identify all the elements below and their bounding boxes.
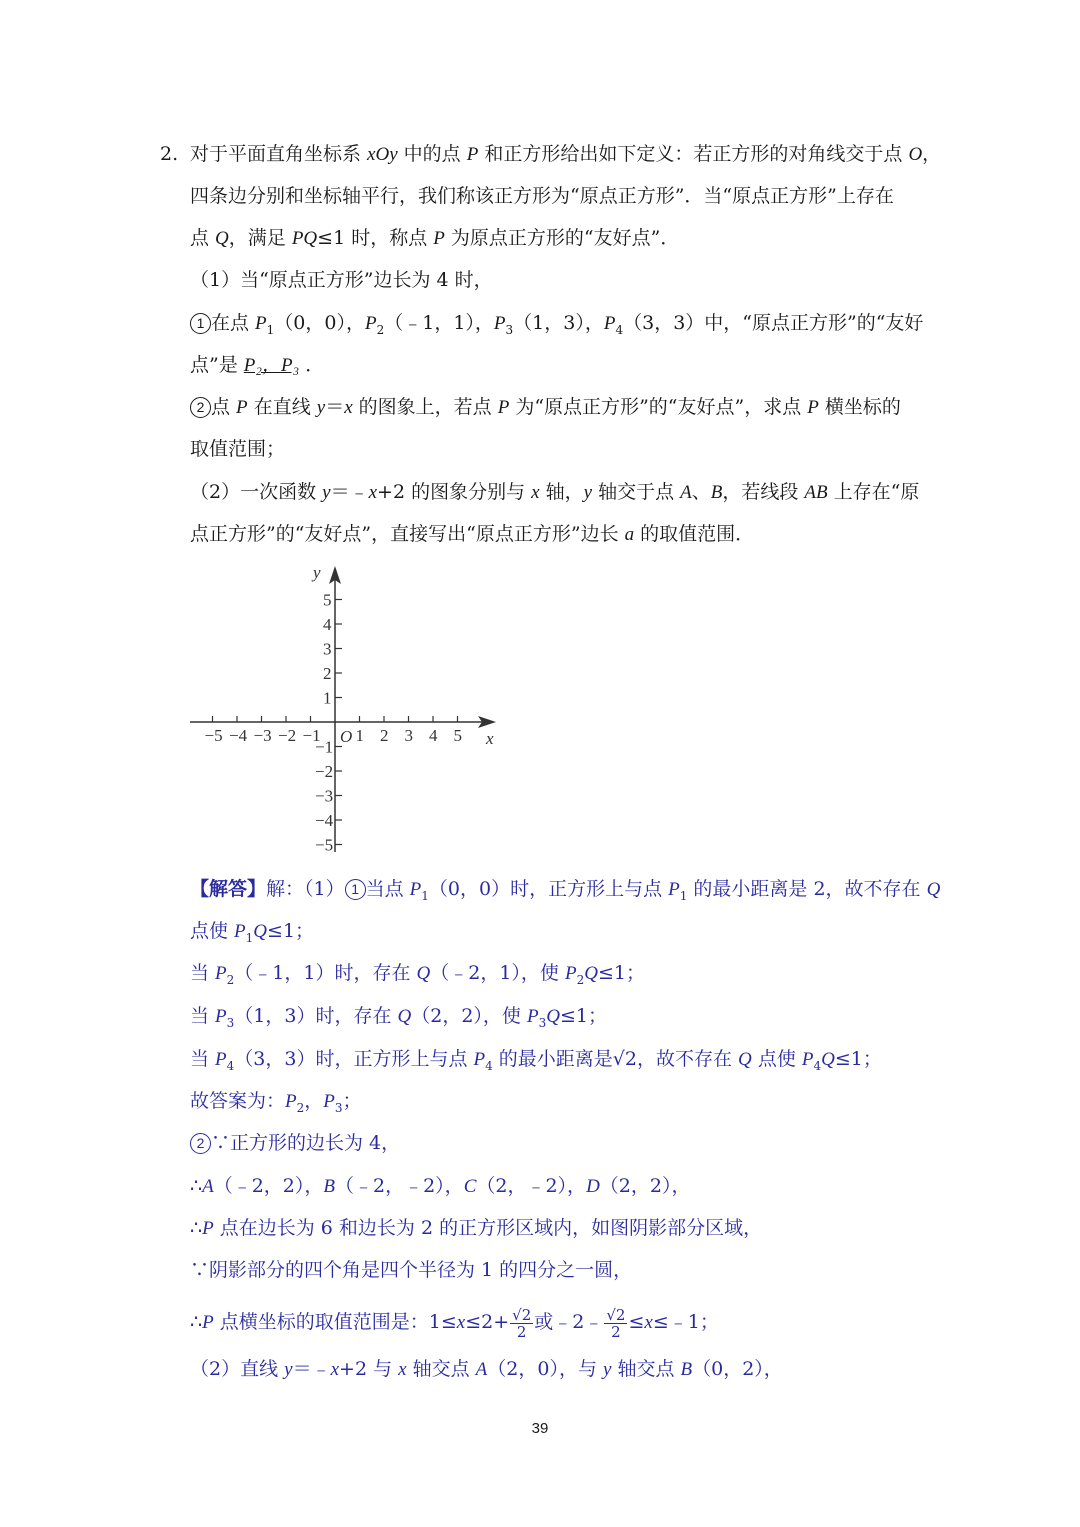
part2-line2: [190, 522, 754, 547]
x-tick-label: 3: [404, 726, 413, 745]
subscript: 3: [538, 1015, 547, 1030]
text: （2，﹣2），: [476, 1175, 587, 1197]
fraction-denominator: 2: [611, 1322, 621, 1341]
text: 当点: [365, 878, 410, 900]
text: 轴交点: [611, 1358, 681, 1380]
answer-line-2: [190, 919, 314, 950]
subscript: 4: [226, 1058, 235, 1073]
text: P: [236, 397, 248, 418]
x-tick-label: −1: [302, 726, 321, 745]
text: P: [215, 1049, 227, 1070]
text: B: [680, 1359, 693, 1380]
text: P: [285, 1091, 297, 1112]
x-axis-label: x: [486, 729, 494, 748]
subscript: 1: [266, 322, 275, 337]
text: y: [284, 1359, 293, 1380]
fraction: [604, 1307, 627, 1340]
origin-label: O: [340, 727, 353, 746]
text: C: [463, 1176, 477, 1197]
y-tick-label: −5: [315, 835, 334, 855]
text: 为原点正方形的“友好点”．: [444, 227, 680, 249]
text: 在点: [211, 312, 256, 334]
subscript: 2: [376, 322, 385, 337]
text: 故答案为：: [190, 1090, 286, 1112]
text: A: [475, 1359, 488, 1380]
part1-sub2-line1: [190, 395, 901, 420]
text: PQ: [291, 228, 318, 249]
text: B: [323, 1176, 335, 1197]
answer-line-7: [190, 1131, 400, 1155]
text: 点”是: [190, 354, 244, 376]
text: 点使: [190, 920, 235, 942]
text: y: [602, 1359, 612, 1380]
text: Q: [584, 963, 598, 984]
text: 点: [211, 396, 237, 418]
answer-line-11: [190, 1306, 719, 1340]
text: ＝: [325, 396, 345, 418]
text: ，: [304, 1090, 324, 1112]
text: ＝﹣: [292, 1358, 331, 1380]
text: ，满足: [228, 227, 292, 249]
subscript: 1: [245, 930, 254, 945]
text: ．: [299, 354, 325, 376]
text: O: [908, 144, 923, 165]
text: P: [801, 1049, 814, 1070]
text: P: [364, 313, 377, 334]
text: ≤1 时，称点: [317, 227, 434, 249]
subscript: 4: [615, 322, 624, 337]
text: y: [583, 482, 593, 503]
subscript: 3: [334, 1100, 343, 1115]
y-tick-label: 4: [323, 615, 332, 634]
subscript: 4: [485, 1058, 493, 1073]
answer-line-1: [190, 877, 940, 908]
part1-sub1-line2: [190, 353, 324, 378]
text: ∴: [190, 1175, 203, 1197]
text: （﹣1，1）时，存在: [234, 962, 417, 984]
text: P: [433, 228, 445, 249]
text: Q: [546, 1006, 560, 1027]
text: ，: [922, 143, 942, 165]
subscript: 2: [226, 972, 235, 987]
text: D: [586, 1176, 600, 1197]
fraction: [510, 1307, 533, 1340]
text: x: [344, 397, 353, 418]
text: a: [624, 524, 635, 545]
text: Q: [253, 921, 268, 942]
text: ∵正方形的边长为 4，: [211, 1132, 401, 1154]
text: P: [603, 313, 616, 334]
text: （﹣1，1），: [384, 312, 494, 334]
text: 解：（1）: [266, 878, 345, 900]
text: Q: [397, 1006, 412, 1027]
text: x: [330, 1359, 340, 1380]
text: ；: [342, 1090, 362, 1112]
text: P: [473, 1049, 486, 1070]
text: ≤1；: [267, 920, 315, 942]
text: P: [409, 879, 422, 900]
part1-sub2-line2: 取值范围；: [190, 438, 286, 460]
y-tick-label: −4: [315, 811, 334, 830]
answer-line-9: [190, 1216, 762, 1241]
text: A: [202, 1176, 214, 1197]
part2-line1: [190, 480, 919, 505]
text: Q: [738, 1049, 752, 1070]
text: P: [323, 1091, 335, 1112]
y-tick-label: −1: [315, 737, 334, 757]
text: 横坐标的: [818, 396, 901, 418]
x-tick-label: −5: [204, 726, 223, 745]
subscript: 3: [505, 322, 514, 337]
y-tick-label: 5: [323, 590, 332, 610]
text: 在直线: [247, 396, 317, 418]
text: 当: [190, 1048, 216, 1070]
answer-line-10: ∵阴影部分的四个角是四个半径为 1 的四分之一圆，: [190, 1259, 633, 1281]
text: ≤2+: [465, 1311, 510, 1333]
subscript: 2: [576, 972, 585, 987]
text: （2）直线: [190, 1358, 285, 1380]
text: P: [202, 1218, 214, 1239]
text: 轴交于点: [592, 481, 681, 503]
text: P: [807, 397, 819, 418]
answer-line-6: [190, 1089, 362, 1120]
text: ∴: [190, 1311, 203, 1333]
text: （1，3）时，存在: [234, 1005, 398, 1027]
text: 为“原点正方形”的“友好点”，求点: [509, 396, 808, 418]
circled-number: 1: [345, 879, 366, 900]
text: P: [466, 144, 479, 165]
x-tick-label: 4: [429, 726, 438, 745]
axes-layer: [190, 563, 496, 855]
text: （3，3）中，“原点正方形”的“友好: [623, 312, 924, 334]
x-tick-label: −2: [278, 726, 297, 745]
answer-line-8: [190, 1174, 690, 1199]
y-tick-label: 2: [323, 664, 332, 683]
circled-number: 2: [190, 397, 211, 418]
question-line-1: [190, 142, 941, 167]
text: 、: [691, 481, 711, 503]
text: ≤1；: [834, 1048, 882, 1070]
text: xOy: [367, 144, 398, 165]
fraction-numerator: √2: [512, 1305, 532, 1324]
subscript: 3: [226, 1015, 235, 1030]
text: （2）一次函数: [190, 481, 323, 503]
text: y: [322, 482, 331, 503]
subscript: 1: [679, 888, 688, 903]
page-number: 39: [531, 1420, 549, 1437]
y-tick-label: −2: [315, 762, 334, 781]
text: ，若线段: [722, 481, 805, 503]
fill-answer: P₂，P₃: [243, 355, 300, 376]
x-tick-label: −4: [229, 726, 248, 745]
fraction-denominator: 2: [516, 1322, 527, 1341]
part1-heading: （1）当“原点正方形”边长为 4 时，: [190, 269, 493, 291]
text: 的取值范围．: [634, 523, 755, 545]
text: 轴交点: [406, 1358, 476, 1380]
text: 上存在“原: [827, 481, 920, 503]
question-line-2: 四条边分别和坐标轴平行，我们称该正方形为“原点正方形”．当“原点正方形”上存在: [190, 185, 894, 207]
text: ≤1；: [597, 962, 645, 984]
text: （3，3）时，正方形上与点: [234, 1048, 474, 1070]
subscript: 2: [296, 1100, 305, 1115]
text: 的最小距离是√2，故不存在: [492, 1048, 739, 1070]
y-tick-label: 1: [323, 688, 332, 708]
text: 的最小距离是 2，故不存在: [687, 878, 927, 900]
x-tick-label: 1: [355, 726, 364, 745]
text: P: [668, 879, 680, 900]
y-tick-label: −3: [315, 786, 334, 806]
text: （0，2），: [692, 1358, 783, 1380]
text: P: [215, 1006, 227, 1027]
fraction-numerator: √2: [606, 1305, 626, 1324]
text: 点使: [751, 1048, 802, 1070]
text: Q: [416, 963, 431, 984]
text: P: [497, 397, 510, 418]
text: ＝﹣: [330, 481, 369, 503]
text: ∴: [190, 1217, 203, 1239]
y-axis-label: y: [313, 563, 321, 582]
subscript: 4: [813, 1058, 822, 1073]
text: 轴，: [539, 481, 584, 503]
text: Q: [215, 228, 229, 249]
text: （0，0），: [274, 312, 365, 334]
part1-sub1-line1: [190, 311, 923, 342]
text: 的图象上，若点: [352, 396, 498, 418]
text: （2，0），与: [487, 1358, 603, 1380]
x-tick-label: 5: [453, 726, 462, 745]
text: x: [398, 1359, 407, 1380]
text: x: [368, 482, 378, 503]
text: （﹣2，2），: [213, 1175, 324, 1197]
text: x: [456, 1312, 466, 1333]
text: 或﹣2﹣: [534, 1311, 604, 1333]
text: 点横坐标的取值范围是：1≤: [213, 1311, 457, 1333]
text: P: [493, 313, 506, 334]
text: y: [316, 397, 326, 418]
text: P: [215, 963, 227, 984]
text: 点正方形”的“友好点”，直接写出“原点正方形”边长: [190, 523, 625, 545]
text: P: [526, 1006, 539, 1027]
text: P: [255, 313, 267, 334]
text: AB: [804, 482, 828, 503]
text: 当: [190, 962, 216, 984]
y-tick-label: 3: [323, 639, 332, 659]
subscript: 1: [421, 888, 429, 903]
answer-line-12: [190, 1357, 783, 1382]
text: Q: [821, 1049, 835, 1070]
text: （1，3），: [513, 312, 604, 334]
text: A: [680, 482, 692, 503]
answer-line-3: [190, 961, 645, 992]
text: P: [564, 963, 577, 984]
text: x: [644, 1312, 653, 1333]
text: 和正方形给出如下定义：若正方形的对角线交于点: [478, 143, 909, 165]
text: （﹣2，﹣2），: [335, 1175, 464, 1197]
text: P: [234, 921, 246, 942]
coordinate-plane: [180, 560, 510, 860]
answer-line-4: [190, 1004, 607, 1035]
x-tick-label: 2: [380, 726, 389, 745]
text: （0，0）时，正方形上与点: [428, 878, 669, 900]
question-number: 2.: [160, 143, 179, 165]
answer-line-5: [190, 1047, 882, 1078]
answer-heading: 【解答】: [190, 878, 267, 900]
text: 点在边长为 6 和边长为 2 的正方形区域内，如图阴影部分区域，: [213, 1217, 763, 1239]
text: ≤: [628, 1311, 645, 1333]
text: （2，2），: [599, 1175, 691, 1197]
text: Q: [926, 879, 941, 900]
circled-number: 1: [190, 313, 211, 334]
text: +2 与: [339, 1358, 399, 1380]
text: 中的点: [397, 143, 467, 165]
text: 对于平面直角坐标系: [190, 143, 368, 165]
text: +2 的图象分别与: [377, 481, 532, 503]
text: B: [710, 482, 723, 503]
text: （2，2），使: [411, 1005, 527, 1027]
x-tick-label: −3: [253, 726, 272, 745]
text: 当: [190, 1005, 216, 1027]
question-line-3: [190, 226, 679, 251]
text: ≤﹣1；: [652, 1311, 719, 1333]
text: x: [531, 482, 540, 503]
text: （﹣2，1），使: [430, 962, 565, 984]
text: 点: [190, 227, 216, 249]
circled-number: 2: [190, 1133, 211, 1154]
text: P: [202, 1312, 214, 1333]
text: ≤1；: [559, 1005, 607, 1027]
